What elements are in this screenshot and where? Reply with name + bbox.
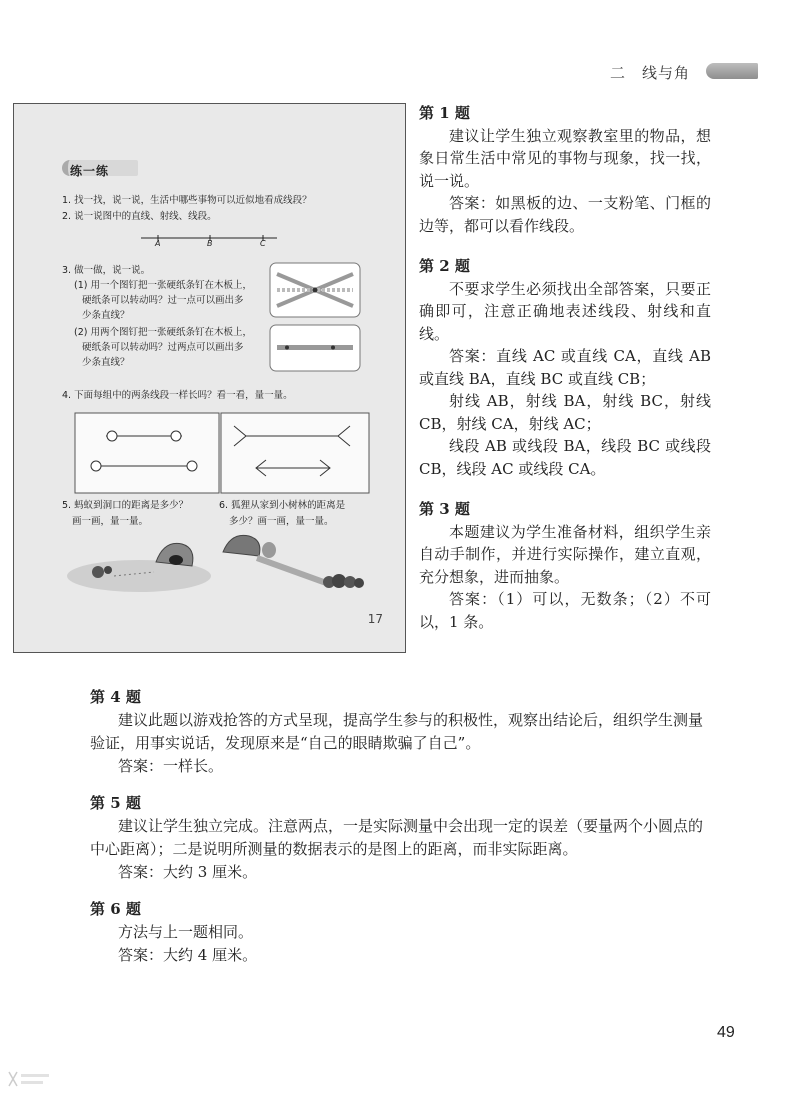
- question-6-line-2: 多少？画一画，量一量。: [229, 516, 334, 527]
- section-4-para-2: 答案：一样长。: [118, 757, 224, 775]
- two-pin-board-figure: [269, 324, 361, 372]
- point-b-label: B: [207, 239, 213, 248]
- question-3-1-line-1: (1) 用一个图钉把一张硬纸条钉在木板上，: [74, 280, 252, 291]
- question-2: 2. 说一说图中的直线、射线、线段。: [62, 211, 217, 222]
- section-heading-5: 第 5 题: [90, 794, 141, 812]
- question-3-2-line-1: (2) 用两个图钉把一张硬纸条钉在木板上，: [74, 327, 252, 338]
- section-heading-2: 第 2 题: [419, 257, 470, 275]
- chapter-title: 二 线与角: [609, 64, 690, 82]
- section-heading-6: 第 6 题: [90, 900, 141, 918]
- section-2-para-2: 答案：直线 AC 或直线 CA，直线 AB 或直线 BA，直线 BC 或直线 CB；: [419, 347, 711, 388]
- question-4: 4. 下面每组中的两条线段一样长吗？看一看，量一量。: [62, 390, 293, 401]
- section-5-para-2: 答案：大约 3 厘米。: [118, 863, 258, 881]
- section-3-para-1: 本题建议为学生准备材料，组织学生亲自动手制作，并进行实际操作，建立直观，充分想象，进而抽象。: [419, 522, 711, 586]
- question-6-line-1: 6. 狐狸从家到小树林的距离是: [219, 500, 346, 511]
- question-3-1-line-3: 少条直线？: [82, 310, 130, 321]
- section-heading-3: 第 3 题: [419, 500, 470, 518]
- question-3-2-line-3: 少条直线？: [82, 357, 130, 368]
- question-3: 3. 做一做，说一说。: [62, 265, 151, 276]
- one-pin-board-figure: [269, 262, 361, 318]
- q4-arrows-box: [220, 408, 370, 494]
- point-c-label: C: [260, 239, 266, 248]
- watermark-logo: [5, 1068, 51, 1090]
- question-5-line-1: 5. 蚂蚁到洞口的距离是多少？: [62, 500, 189, 511]
- question-3-2-line-2: 硬纸条可以转动吗？过两点可以画出多: [82, 342, 244, 353]
- section-2-para-3: 射线 AB，射线 BA，射线 BC，射线 CB，射线 CA，射线 AC；: [419, 392, 711, 433]
- ant-hole-illustration: [64, 532, 214, 594]
- section-5-para-1: 建议让学生独立完成。注意两点，一是实际测量中会出现一定的误差（要量两个小圆点的中心距离）；二是说明所测量的数据表示的是图上的距离，而非实际距离。: [90, 817, 704, 858]
- section-6-para-1: 方法与上一题相同。: [118, 923, 254, 941]
- section-3-para-2: 答案：（1）可以，无数条；（2）不可以，1 条。: [419, 590, 711, 631]
- section-6-para-2: 答案：大约 4 厘米。: [118, 946, 258, 964]
- exercise-banner-label: 练一练: [70, 164, 110, 178]
- question-1: 1. 找一找，说一说，生活中哪些事物可以近似地看成线段？: [62, 195, 312, 206]
- section-1-para-1: 建议让学生独立观察教室里的物品，想象日常生活中常见的事物与现象，找一找，说一说。: [419, 126, 711, 190]
- section-2-para-4: 线段 AB 或线段 BA，线段 BC 或线段 CB，线段 AC 或线段 CA。: [419, 437, 711, 478]
- textbook-page-figure: [13, 103, 406, 653]
- fox-grove-illustration: [217, 526, 377, 598]
- section-heading-1: 第 1 题: [419, 104, 470, 122]
- section-2-para-1: 不要求学生必须找出全部答案，只要正确即可，注意正确地表述线段、射线和直线。: [419, 279, 711, 343]
- section-4-para-1: 建议此题以游戏抢答的方式呈现，提高学生参与的积极性，观察出结论后，组织学生测量验证，用事实说话，发现原来是“自己的眼睛欺骗了自己”。: [90, 711, 704, 752]
- section-heading-4: 第 4 题: [90, 688, 141, 706]
- inner-page-number: 17: [367, 612, 383, 626]
- page-number: 49: [717, 1024, 735, 1041]
- question-3-1-line-2: 硬纸条可以转动吗？过一点可以画出多: [82, 295, 244, 306]
- chapter-tab-decoration: [706, 63, 758, 79]
- q4-circles-box: [74, 408, 220, 494]
- point-a-label: A: [155, 239, 161, 248]
- bottom-section: [90, 686, 710, 967]
- section-1-para-2: 答案：如黑板的边、一支粉笔、门框的边等，都可以看作线段。: [419, 194, 711, 235]
- question-5-line-2: 画一画，量一量。: [72, 516, 149, 527]
- right-column: [419, 102, 711, 633]
